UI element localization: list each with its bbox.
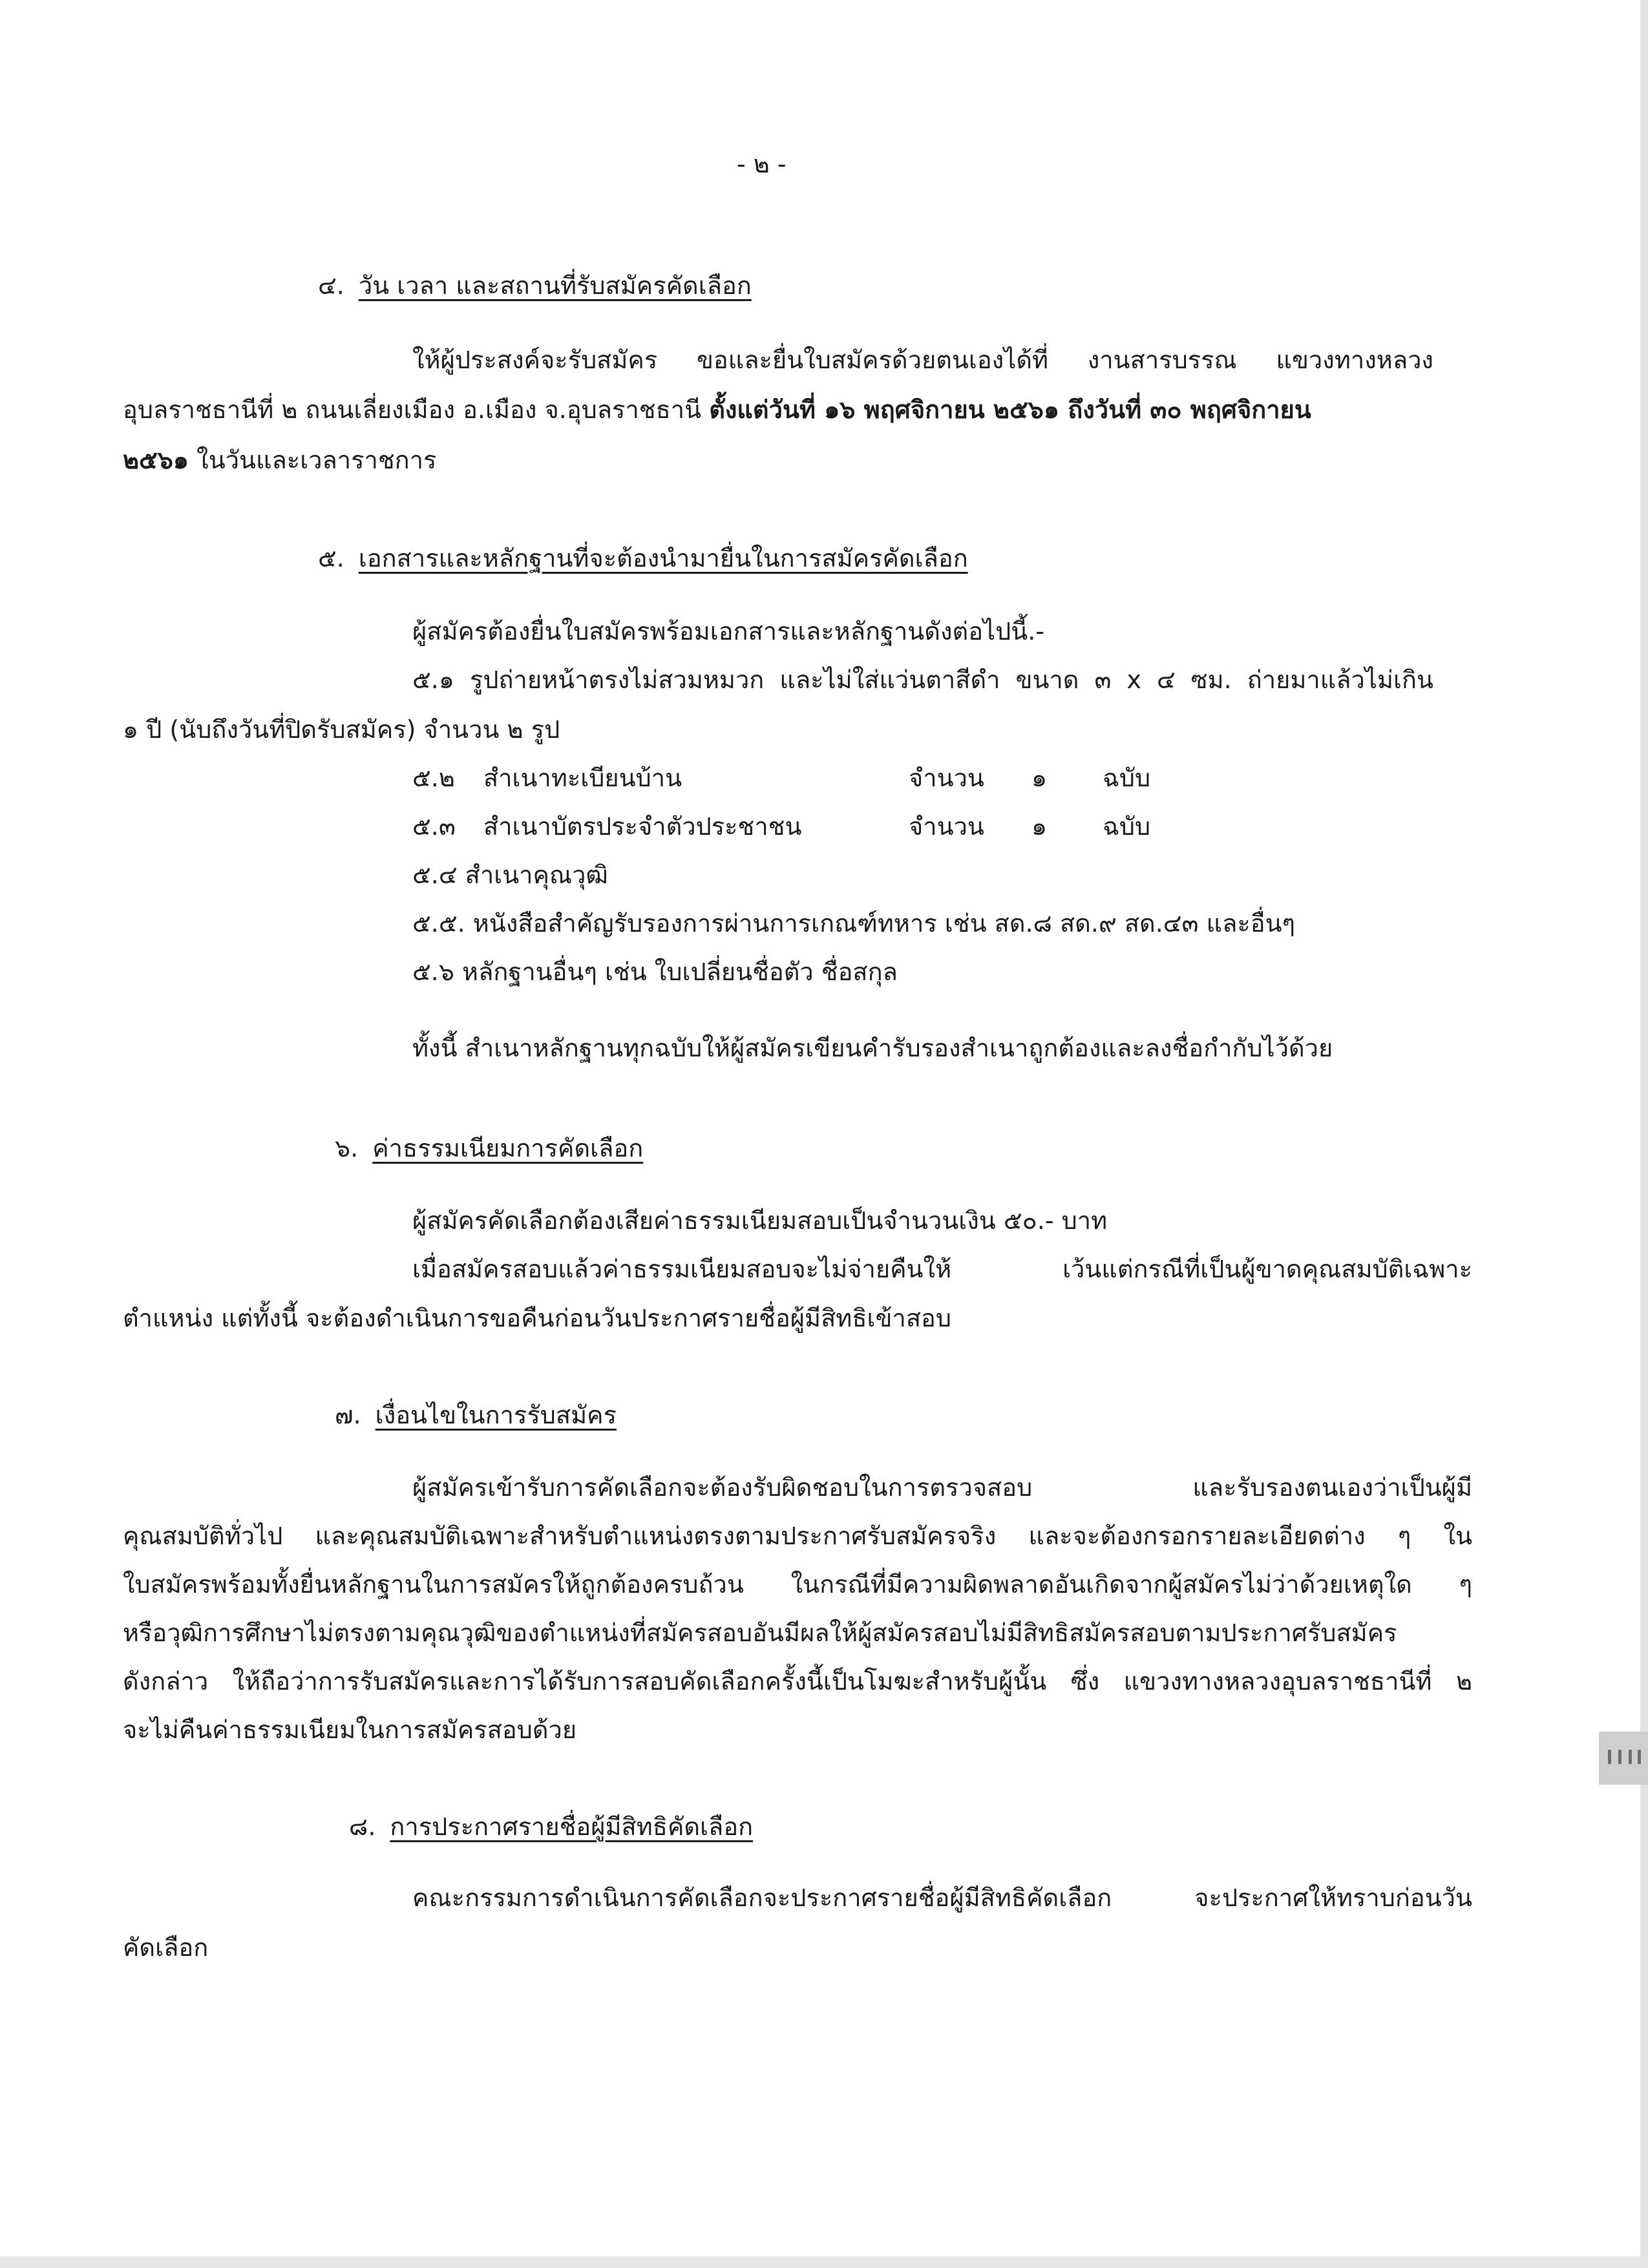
section-8-line-1: คณะกรรมการดำเนินการคัดเลือกจะประกาศรายชื่อผู้มีสิทธิคัดเลือก จะประกาศให้ทราบก่อนวัน: [412, 1884, 1472, 1912]
section-5-note: ทั้งนี้ สำเนาหลักฐานทุกฉบับให้ผู้สมัครเขียนคำรับรองสำเนาถูกต้องและลงชื่อกำกับไว้ด้วย: [412, 1034, 1333, 1062]
section-7-line-1: ผู้สมัครเข้ารับการคัดเลือกจะต้องรับผิดชอบในการตรวจสอบ และรับรองตนเองว่าเป็นผู้มี: [412, 1473, 1472, 1502]
section-4-heading: [318, 271, 752, 301]
section-4-location: อุบลราชธานีที่ ๒ ถนนเลี่ยงเมือง อ.เมือง จ.อุบลราชธานี: [123, 395, 702, 424]
page-number: - ๒ -: [737, 150, 787, 178]
section-8-heading: [349, 1812, 753, 1842]
section-7-heading: [335, 1401, 617, 1431]
section-5-heading: [318, 544, 968, 574]
section-5-item-1-line-2: ๑ ปี (นับถึงวันที่ปิดรับสมัคร) จำนวน ๒ รูป: [123, 715, 560, 744]
section-5-title: เอกสารและหลักฐานที่จะต้องนำมายื่นในการสมัครคัดเลือก: [358, 544, 968, 572]
section-7-line-3: ใบสมัครพร้อมทั้งยื่นหลักฐานในการสมัครให้ถูกต้องครบถ้วน ในกรณีที่มีความผิดพลาดอันเกิดจากผู้สมัครไม่ว่าด้วยเหตุใด ๆ: [123, 1570, 1472, 1599]
section-4-number: ๔.: [318, 271, 344, 300]
item-2-qty: ๑: [1031, 764, 1048, 792]
section-4-office-hours: ในวันและเวลาราชการ: [196, 446, 437, 474]
item-3-number: ๕.๓: [412, 812, 456, 841]
section-7-line-4: หรือวุฒิการศึกษาไม่ตรงตามคุณวุฒิของตำแหน่งที่สมัครสอบอันมีผลให้ผู้สมัครสอบไม่มีสิทธิสมัครสอบตามประกาศรับสมัคร: [123, 1619, 1397, 1647]
section-5-item-6: ๕.๖ หลักฐานอื่นๆ เช่น ใบเปลี่ยนชื่อตัว ชื่อสกุล: [412, 958, 898, 986]
section-6-number: ๖.: [335, 1134, 359, 1162]
scan-artifact: [1599, 1732, 1648, 1785]
section-6-fee: ผู้สมัครคัดเลือกต้องเสียค่าธรรมเนียมสอบเป็นจำนวนเงิน ๕๐.- บาท: [412, 1206, 1108, 1235]
section-4-line-3: [123, 446, 436, 476]
section-8-line-2: คัดเลือก: [123, 1933, 209, 1962]
section-5-item-2: [412, 764, 1150, 793]
section-7-line-5: ดังกล่าว ให้ถือว่าการรับสมัครและการได้รับการสอบคัดเลือกครั้งนี้เป็นโมฆะสำหรับผู้นั้น ซึ่ง แขวงทางหลวงอุบลราชธานีที่ ๒: [123, 1667, 1472, 1696]
section-5-intro: ผู้สมัครต้องยื่นใบสมัครพร้อมเอกสารและหลักฐานดังต่อไปนี้.-: [412, 617, 1045, 646]
section-5-item-1-line-1: ๕.๑ รูปถ่ายหน้าตรงไม่สวมหมวก และไม่ใส่แว่นตาสีดำ ขนาด ๓ x ๔ ซม. ถ่ายมาแล้วไม่เกิน: [412, 666, 1433, 694]
section-7-title: เงื่อนไขในการรับสมัคร: [375, 1401, 617, 1429]
section-5-item-3: [412, 812, 1150, 842]
item-3-unit: ฉบับ: [1103, 812, 1151, 841]
item-2-amount-label: จำนวน: [909, 764, 984, 792]
item-2-label: สำเนาทะเบียนบ้าน: [483, 764, 682, 792]
scan-edge-bottom: [0, 2256, 1648, 2268]
section-5-item-5: ๕.๕. หนังสือสำคัญรับรองการผ่านการเกณฑ์ทหาร เช่น สด.๘ สด.๙ สด.๔๓ และอื่นๆ: [412, 909, 1296, 938]
scan-edge-right: [1640, 0, 1648, 2268]
section-6-line-3: ตำแหน่ง แต่ทั้งนี้ จะต้องดำเนินการขอคืนก่อนวันประกาศรายชื่อผู้มีสิทธิเข้าสอบ: [123, 1304, 951, 1332]
section-6-title: ค่าธรรมเนียมการคัดเลือก: [372, 1134, 644, 1162]
section-6-heading: [335, 1134, 643, 1164]
section-4-year: ๒๕๖๑: [123, 446, 189, 474]
item-3-label: สำเนาบัตรประจำตัวประชาชน: [483, 812, 802, 841]
item-3-qty: ๑: [1031, 812, 1048, 841]
section-7-number: ๗.: [335, 1401, 361, 1429]
section-6-line-2: เมื่อสมัครสอบแล้วค่าธรรมเนียมสอบจะไม่จ่ายคืนให้ เว้นแต่กรณีที่เป็นผู้ขาดคุณสมบัติเฉพาะ: [412, 1255, 1472, 1283]
section-8-number: ๘.: [349, 1812, 376, 1841]
section-4-line-2: [123, 395, 1311, 425]
section-4-title: วัน เวลา และสถานที่รับสมัครคัดเลือก: [358, 271, 752, 300]
section-4-line-1: ให้ผู้ประสงค์จะรับสมัคร ขอและยื่นใบสมัครด้วยตนเองได้ที่ งานสารบรรณ แขวงทางหลวง: [412, 346, 1433, 374]
section-7-line-6: จะไม่คืนค่าธรรมเนียมในการสมัครสอบด้วย: [123, 1716, 577, 1744]
section-4-date-range: ตั้งแต่วันที่ ๑๖ พฤศจิกายน ๒๕๖๑ ถึงวันที่ ๓๐ พฤศจิกายน: [709, 395, 1311, 424]
item-2-unit: ฉบับ: [1103, 764, 1151, 792]
section-5-number: ๕.: [318, 544, 344, 572]
section-5-item-4: ๕.๔ สำเนาคุณวุฒิ: [412, 861, 608, 889]
section-7-line-2: คุณสมบัติทั่วไป และคุณสมบัติเฉพาะสำหรับตำแหน่งตรงตามประกาศรับสมัครจริง และจะต้องกรอกรายละเอียดต่าง ๆ ใน: [123, 1522, 1472, 1550]
item-3-amount-label: จำนวน: [909, 812, 984, 841]
item-2-number: ๕.๒: [412, 764, 455, 792]
section-8-title: การประกาศรายชื่อผู้มีสิทธิคัดเลือก: [390, 1812, 754, 1841]
